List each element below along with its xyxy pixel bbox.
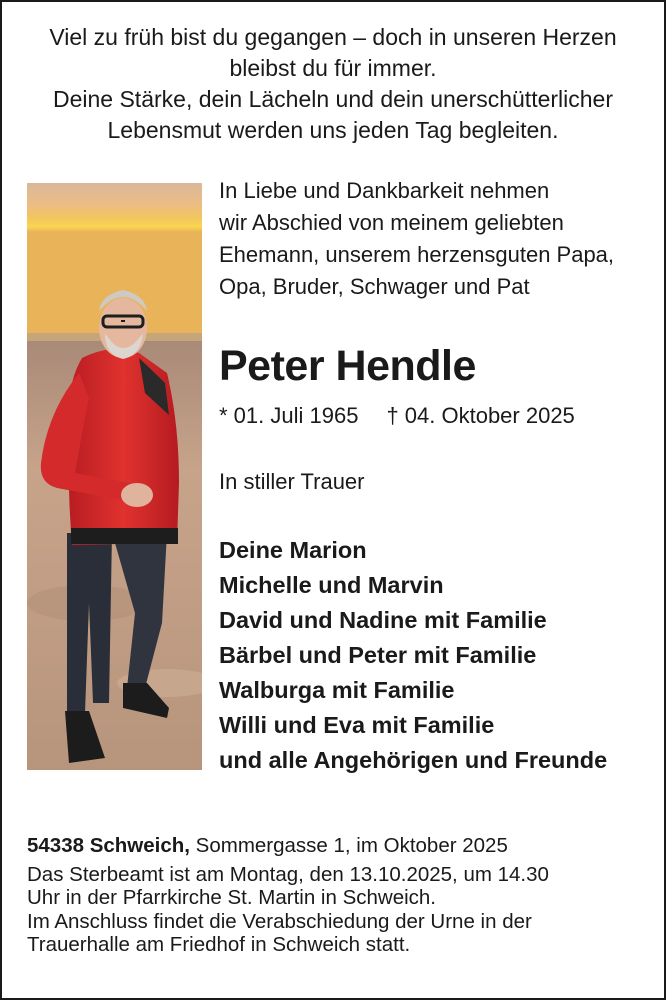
life-dates	[219, 403, 575, 429]
mourner-entry: Willi und Eva mit Familie	[219, 712, 495, 738]
details-line: Trauerhalle am Friedhof in Schweich statt.	[27, 933, 411, 956]
farewell-line: Ehemann, unserem herzensguten Papa,	[219, 242, 615, 267]
deceased-name: Peter Hendle	[219, 342, 476, 390]
death-date: † 04. Oktober 2025	[386, 403, 575, 428]
birth-date: * 01. Juli 1965	[219, 403, 359, 428]
mourner-entry: und alle Angehörigen und Freunde	[219, 747, 608, 773]
farewell-line: wir Abschied von meinem geliebten	[219, 210, 564, 235]
farewell-text	[219, 175, 659, 303]
details-line: Uhr in der Pfarrkirche St. Martin in Schweich.	[27, 886, 436, 909]
mourner-entry: Deine Marion	[219, 537, 367, 563]
mourner-entry: Bärbel und Peter mit Familie	[219, 642, 537, 668]
intro-line: Deine Stärke, dein Lächeln und dein unerschütterlicher	[52, 86, 614, 112]
mourning-phrase: In stiller Trauer	[219, 469, 365, 494]
place-name: 54338 Schweich,	[27, 834, 190, 857]
farewell-paragraph	[219, 175, 659, 303]
details-line: Das Sterbeamt ist am Montag, den 13.10.2025, um 14.30	[27, 862, 549, 886]
intro-line: Viel zu früh bist du gegangen – doch in unseren Herzen	[49, 24, 617, 50]
details-line: Im Anschluss findet die Verabschiedung der Urne in der	[27, 909, 532, 933]
mourners-list	[219, 533, 607, 778]
portrait-photo	[27, 183, 202, 770]
intro-verse	[2, 22, 664, 146]
funeral-details	[27, 834, 647, 957]
mourner-entry: Walburga mit Familie	[219, 677, 455, 703]
farewell-line: In Liebe und Dankbarkeit nehmen	[219, 178, 550, 203]
address-line	[27, 834, 647, 858]
address-text: Sommergasse 1, im Oktober 2025	[189, 834, 508, 857]
mourner-entry: Michelle und Marvin	[219, 572, 444, 598]
mourner-entry: David und Nadine mit Familie	[219, 607, 547, 633]
intro-line: Lebensmut werden uns jeden Tag begleiten.	[107, 117, 559, 143]
farewell-line: Opa, Bruder, Schwager und Pat	[219, 274, 530, 299]
intro-line: bleibst du für immer.	[229, 55, 437, 81]
